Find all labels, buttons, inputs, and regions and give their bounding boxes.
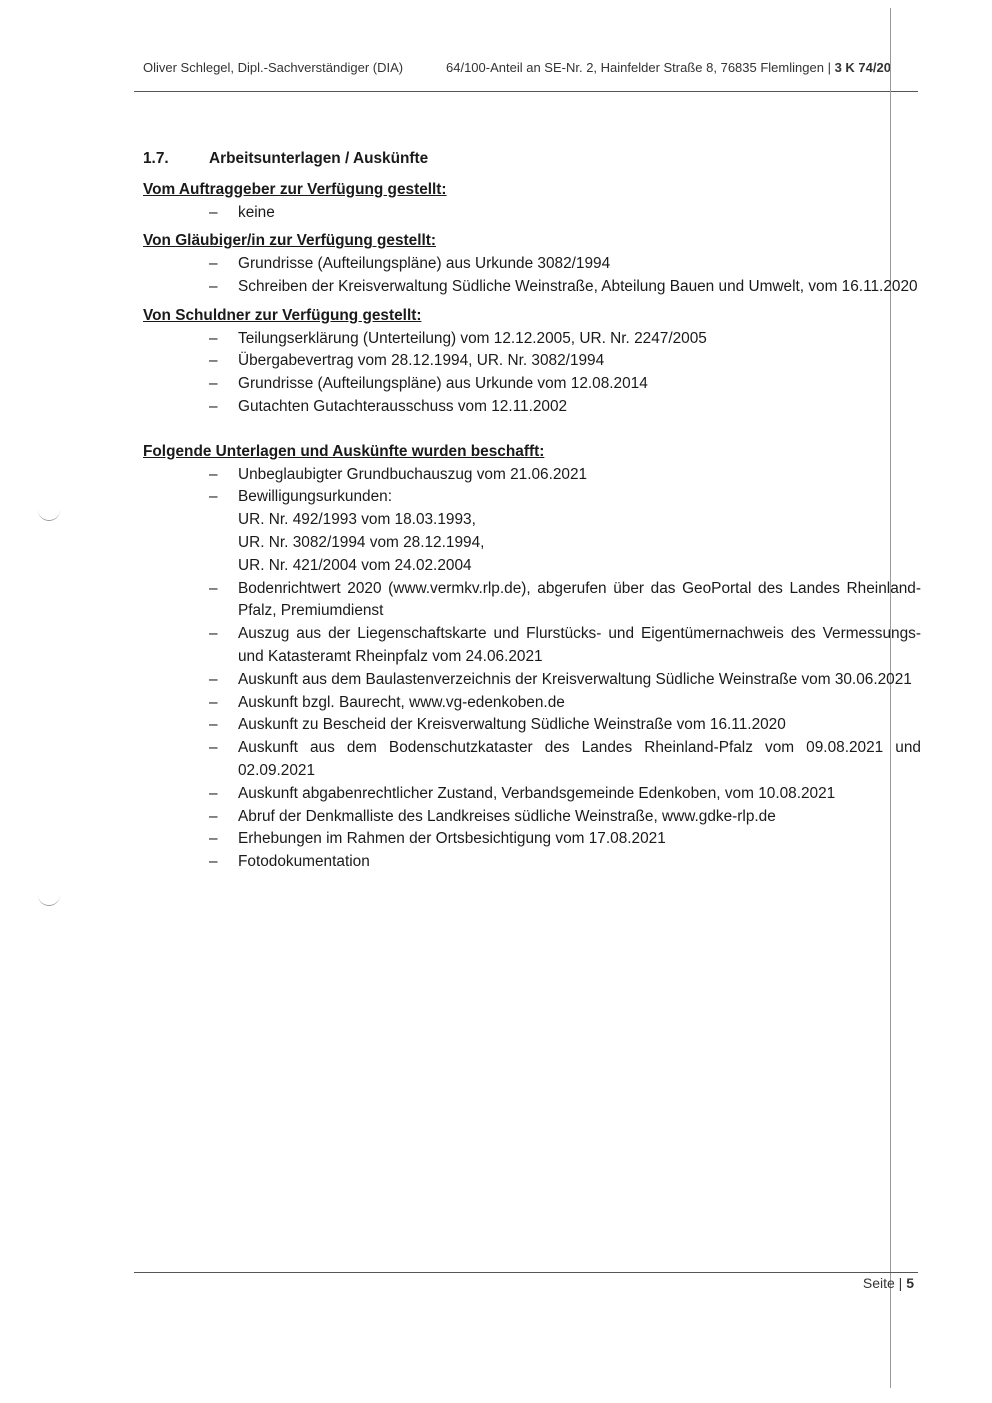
list-item [143,737,921,783]
list-item [143,276,921,299]
header-object-text: 64/100-Anteil an SE-Nr. 2, Hainfelder Straße 8, 76835 Flemlingen [446,60,824,75]
list-item [143,692,921,715]
dash-marker: – [209,465,218,483]
list-item-text: Bodenrichtwert 2020 (www.vermkv.rlp.de), abgerufen über das GeoPortal des Landes Rheinland-Pfalz, Premiumdienst [238,579,921,620]
group-heading-glaeubiger: Von Gläubiger/in zur Verfügung gestellt: [143,232,437,250]
header-separator: | [827,60,831,75]
list-item-text: Bewilligungsurkunden: [238,488,393,506]
list-item-text: Teilungserklärung (Unterteilung) vom 12.12.2005, UR. Nr. 2247/2005 [238,329,707,347]
list-item-text: Auskunft aus dem Baulastenverzeichnis der Kreisverwaltung Südliche Weinstraße vom 30.06.2021 [238,670,912,688]
dash-marker: – [209,625,218,643]
dash-marker: – [209,579,218,597]
dash-marker: – [209,853,218,871]
footer-rule [134,1272,918,1273]
list-item-text: Abruf der Denkmalliste des Landkreises südliche Weinstraße, www.gdke-rlp.de [238,807,776,825]
list-glaeubiger [143,253,921,299]
list-item-text: Unbeglaubigter Grundbuchauszug vom 21.06.2021 [238,465,588,483]
dash-marker: – [209,784,218,802]
list-item [143,669,921,692]
list-item-text: Fotodokumentation [238,853,370,871]
dash-marker: – [209,670,218,688]
list-item-text: Schreiben der Kreisverwaltung Südliche Weinstraße, Abteilung Bauen und Umwelt, vom 16.11.2020 [238,277,918,295]
bewilligung-detail: UR. Nr. 421/2004 vom 24.02.2004 [238,556,472,574]
list-item [143,783,921,806]
dash-marker: – [209,739,218,757]
list-item [143,806,921,829]
section-title [143,148,921,171]
list-item [143,578,921,624]
page-number: 5 [906,1275,914,1291]
punch-hole-mark-lower [38,887,60,906]
list-item-text: Übergabevertrag vom 28.12.1994, UR. Nr. 3082/1994 [238,352,605,370]
list-item-text: Auskunft abgabenrechtlicher Zustand, Verbandsgemeinde Edenkoben, vom 10.08.2021 [238,784,836,802]
header-rule [134,91,918,92]
list-item [143,350,921,373]
list-item-text: Erhebungen im Rahmen der Ortsbesichtigung vom 17.08.2021 [238,830,666,848]
list-item [143,202,921,225]
list-item [143,373,921,396]
list-item [143,396,921,419]
list-item [143,851,921,874]
main-content [143,148,921,880]
list-item [143,714,921,737]
section-number: 1.7. [143,150,169,167]
dash-marker: – [209,807,218,825]
header-object [446,60,891,75]
list-item [143,253,921,276]
punch-hole-mark-upper [38,502,60,521]
dash-marker: – [209,203,218,221]
list-item-text: Gutachten Gutachterausschuss vom 12.11.2002 [238,397,568,415]
group-heading-schuldner: Von Schuldner zur Verfügung gestellt: [143,306,422,324]
list-item-text: Auszug aus der Liegenschaftskarte und Flurstücks- und Eigentümernachweis des Vermessungs- und Katasteramt Rheinpfalz vom 24.06.2021 [238,625,921,665]
group-heading-beschafft: Folgende Unterlagen und Auskünfte wurden beschafft: [143,442,545,460]
page-footer [863,1275,914,1291]
list-item-text: Grundrisse (Aufteilungspläne) aus Urkunde vom 12.08.2014 [238,375,648,393]
list-item-text: Auskunft aus dem Bodenschutzkataster des Landes Rheinland-Pfalz vom 09.08.2021 und 02.09.2021 [238,739,921,779]
footer-label: Seite [862,1275,895,1291]
bewilligung-detail: UR. Nr. 492/1993 vom 18.03.1993, [238,511,476,529]
dash-marker: – [209,716,218,734]
header-case-number: 3 K 74/20 [834,60,891,75]
dash-marker: – [209,352,218,370]
dash-marker: – [209,375,218,393]
dash-marker: – [209,488,218,506]
list-item [143,623,921,669]
dash-marker: – [209,830,218,848]
spacer [143,425,921,441]
header-author: Oliver Schlegel, Dipl.-Sachverständiger (DIA) [143,60,404,75]
dash-marker: – [209,693,218,711]
list-item [143,828,921,851]
list-auftraggeber [143,202,921,225]
list-schuldner [143,328,921,419]
bewilligung-detail: UR. Nr. 3082/1994 vom 28.12.1994, [238,533,485,551]
list-item-text: keine [238,203,275,221]
dash-marker: – [209,255,218,273]
list-item [143,486,921,577]
group-heading-auftraggeber: Vom Auftraggeber zur Verfügung gestellt: [143,180,447,198]
list-item [143,464,921,487]
dash-marker: – [209,277,218,295]
list-item [143,328,921,351]
list-item-text: Grundrisse (Aufteilungspläne) aus Urkunde 3082/1994 [238,255,611,273]
list-beschafft [143,464,921,874]
dash-marker: – [209,397,218,415]
dash-marker: – [209,329,218,347]
footer-separator: | [898,1275,903,1291]
list-item-text: Auskunft zu Bescheid der Kreisverwaltung Südliche Weinstraße vom 16.11.2020 [238,716,786,734]
list-item-text: Auskunft bzgl. Baurecht, www.vg-edenkoben.de [238,693,565,711]
section-title-text: Arbeitsunterlagen / Auskünfte [209,150,429,167]
